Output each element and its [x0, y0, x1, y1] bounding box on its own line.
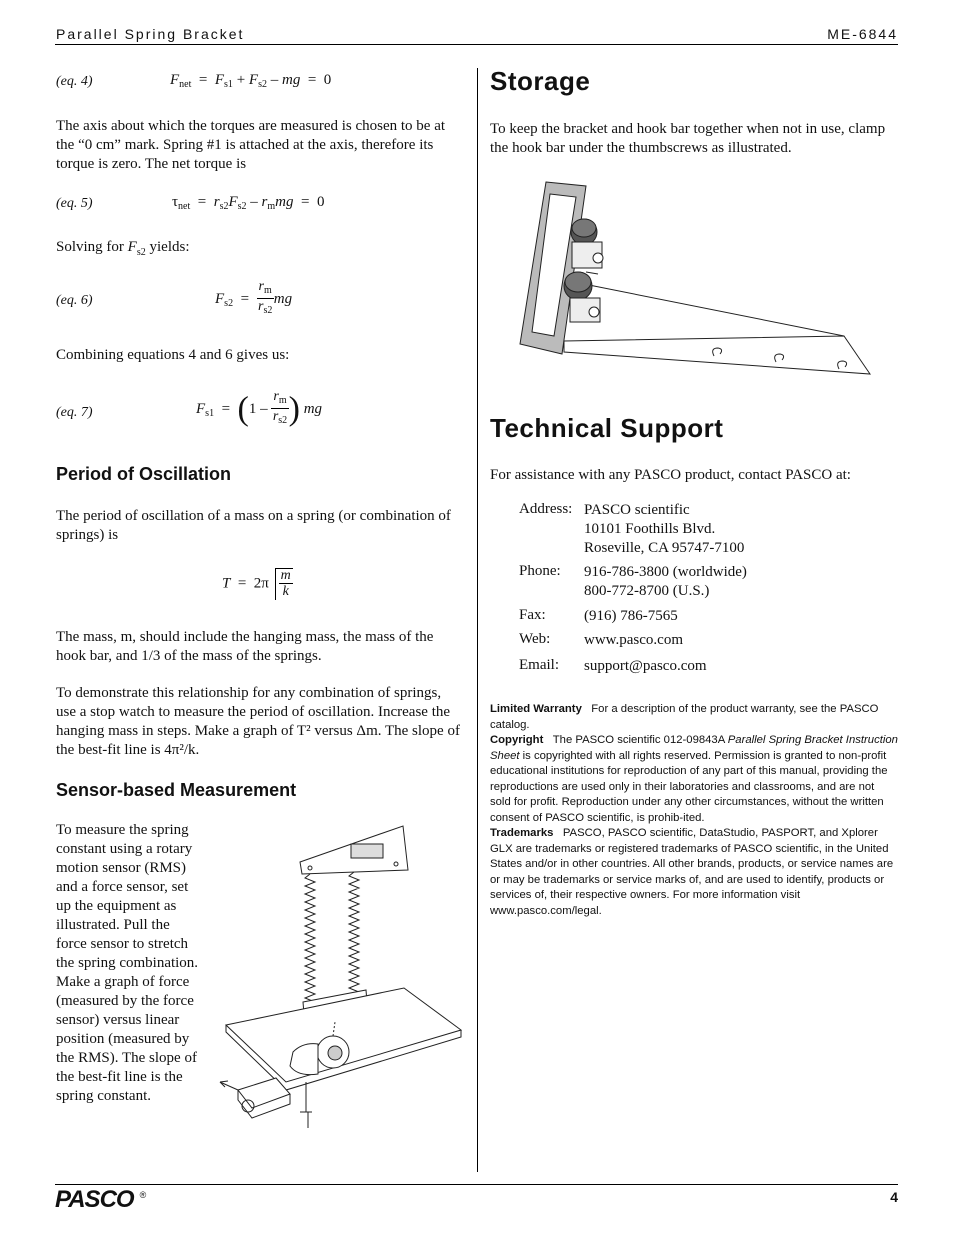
storage-paragraph: To keep the bracket and hook bar together when not in use, clamp the hook bar under the thumbscrews as illustrated. [490, 121, 886, 156]
trademarks-note: Trademarks PASCO, PASCO scientific, DataStudio, PASPORT, and Xplorer GLX are trademarks or registered trademarks of PASCO scientific, in the United States and/or in other countries. All other brands, products, or service names are or may be trademarks or service marks of, and are used to identify, products or services of, their respective owners. For more information visit www.pasco.com/legal. [490, 827, 894, 917]
period-equation: T = 2π $\frac{m}{k}$ [222, 568, 291, 599]
torque-paragraph: The axis about which the torques are measured is chosen to be at the “0 cm” mark. Spring #1 is attached at the axis, therefore its torque is zero. The net torque is [56, 118, 446, 172]
sensor-paragraph [56, 821, 216, 1106]
combining-paragraph: Combining equations 4 and 6 gives us: [56, 347, 290, 363]
equation-6: $F_{s2}$ = $\frac{r_m}{r_{s2}}$ mg [215, 279, 293, 316]
sensor-line: and a force sensor, set [56, 879, 189, 895]
legal-notes [490, 702, 898, 919]
sensor-line: motion sensor (RMS) [56, 860, 187, 876]
web-link[interactable]: www.pasco.com [584, 632, 684, 648]
eq7-label: (eq. 7) [56, 405, 93, 420]
period-intro: The period of oscillation of a mass on a spring (or combination of springs) is [56, 508, 451, 543]
address-label: Address: [519, 501, 573, 517]
web-label: Web: [519, 631, 551, 647]
sensor-line: the best-fit line is the [56, 1069, 183, 1085]
mass-paragraph: The mass, m, should include the hanging mass, the mass of the hook bar, and 1/3 of the mass of the springs. [56, 629, 434, 664]
sensor-line: To measure the spring [56, 822, 189, 838]
eq5-label: (eq. 5) [56, 196, 93, 211]
running-header-title: Parallel Spring Bracket [56, 26, 245, 42]
technical-support-heading: Technical Support [490, 413, 724, 443]
eq6-label: (eq. 6) [56, 293, 93, 308]
sensor-line: illustrated. Pull the [56, 917, 170, 933]
address-value: PASCO scientific 10101 Foothills Blvd. Roseville, CA 95747-7100 [584, 502, 745, 556]
storage-illustration [514, 176, 876, 386]
column-divider [477, 68, 478, 1172]
copyright-note: Copyright The PASCO scientific 012-09843A Parallel Spring Bracket Instruction Sheet is copyrighted with all rights reserved. Permission is granted to non-profit educational institutions for reproduction of any part of this manual, providing the reproductions are used only in their laboratories and classrooms, and are not sold for profit. Reproduction under any other circumstances, without the written consent of PASCO scientific, is prohib-ited. [490, 734, 898, 824]
equation-7: $F_{s1} = (1$ – $\frac{r_m}{r_{s2}}$ ) mg [196, 389, 323, 428]
sensor-line: sensor) versus linear [56, 1012, 180, 1028]
storage-heading: Storage [490, 66, 591, 96]
support-intro: For assistance with any PASCO product, contact PASCO at: [490, 467, 851, 483]
equation-4: $F_{net} = F_{s1} + F_{s2}$ – mg = 0 [170, 72, 332, 90]
fax-value: (916) 786-7565 [584, 608, 678, 624]
sensor-line: up the equipment as [56, 898, 177, 914]
header-rule [55, 44, 898, 45]
solving-paragraph: Solving for $F_{s2}$ yields: [56, 239, 190, 258]
period-heading: Period of Oscillation [56, 464, 232, 484]
pasco-logo: PASCO ® [55, 1186, 146, 1213]
sensor-line: force sensor to stretch [56, 936, 189, 952]
sensor-line: the RMS). The slope of [56, 1050, 197, 1066]
sensor-line: position (measured by [56, 1031, 190, 1047]
fax-label: Fax: [519, 607, 546, 623]
sensor-setup-illustration [218, 820, 468, 1135]
footer-rule [55, 1184, 898, 1185]
email-link[interactable]: support@pasco.com [584, 658, 707, 674]
running-header-code: ME-6844 [827, 26, 898, 42]
equation-5: $\tau_{net} = r_{s2}F_{s2} - r_mmg = 0$ [172, 194, 325, 212]
phone-label: Phone: [519, 563, 561, 579]
sensor-line: (measured by the force [56, 993, 194, 1009]
sensor-line: the spring combination. [56, 955, 199, 971]
eq4-label: (eq. 4) [56, 74, 93, 89]
sensor-line: spring constant. [56, 1088, 151, 1104]
sensor-line: constant using a rotary [56, 841, 193, 857]
warranty-note: Limited Warranty For a description of the product warranty, see the PASCO catalog. [490, 703, 879, 731]
phone-value: 916-786-3800 (worldwide) 800-772-8700 (U.S.) [584, 564, 747, 599]
sensor-heading: Sensor-based Measurement [56, 780, 297, 800]
demonstrate-paragraph: To demonstrate this relationship for any combination of springs, use a stop watch to measure the period of oscillation. Increase the hanging mass in steps. Make a graph of T² versus Δm. The slope of the best-fit line is 4π²/k. [56, 685, 460, 758]
page-number: 4 [890, 1189, 898, 1205]
email-label: Email: [519, 657, 559, 673]
sensor-line: Make a graph of force [56, 974, 190, 990]
